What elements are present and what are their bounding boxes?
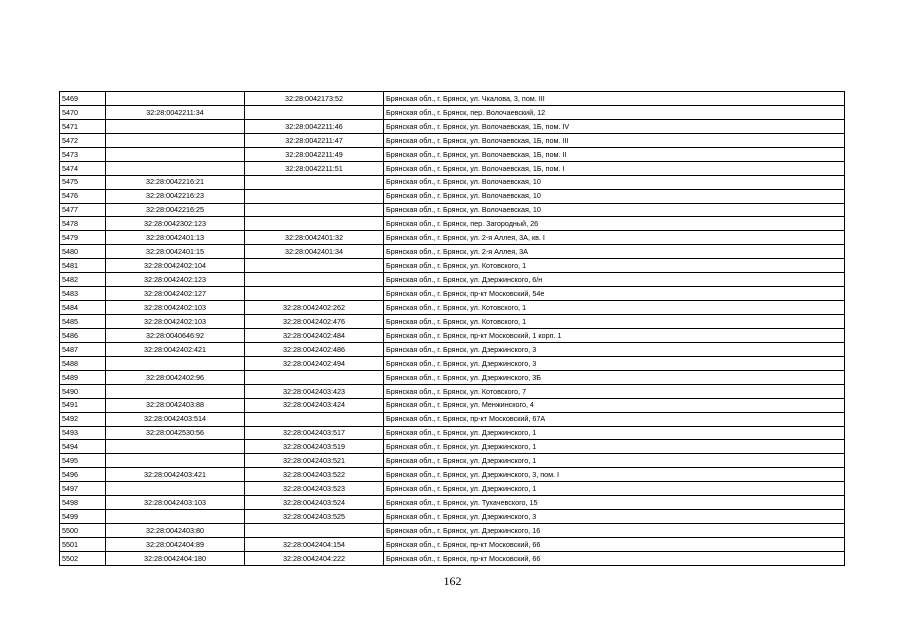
land-cadastral-number-cell	[106, 147, 245, 161]
page-number: 162	[443, 574, 462, 588]
row-number-cell: 5487	[60, 342, 106, 356]
building-cadastral-number-cell	[245, 203, 384, 217]
row-number-cell: 5482	[60, 273, 106, 287]
address-cell: Брянская обл., г. Брянск, ул. Тухачевского, 15	[384, 496, 845, 510]
land-cadastral-number-cell: 32:28:0042403:514	[106, 412, 245, 426]
table-row	[60, 412, 845, 426]
row-number-cell: 5473	[60, 147, 106, 161]
table-row	[60, 468, 845, 482]
land-cadastral-number-cell: 32:28:0042402:103	[106, 315, 245, 329]
land-cadastral-number-cell	[106, 92, 245, 106]
row-number-cell: 5474	[60, 161, 106, 175]
land-cadastral-number-cell: 32:28:0042403:80	[106, 524, 245, 538]
registry-table	[59, 91, 845, 566]
address-cell: Брянская обл., г. Брянск, ул. Дзержинского, 6/н	[384, 273, 845, 287]
building-cadastral-number-cell: 32:28:0042403:519	[245, 440, 384, 454]
row-number-cell: 5477	[60, 203, 106, 217]
table-row	[60, 454, 845, 468]
table-row	[60, 370, 845, 384]
table-row	[60, 217, 845, 231]
building-cadastral-number-cell: 32:28:0042211:46	[245, 119, 384, 133]
address-cell: Брянская обл., г. Брянск, ул. Котовского, 1	[384, 315, 845, 329]
address-cell: Брянская обл., г. Брянск, ул. Волочаевская, 10	[384, 189, 845, 203]
land-cadastral-number-cell	[106, 440, 245, 454]
land-cadastral-number-cell: 32:28:0042403:421	[106, 468, 245, 482]
table-row	[60, 245, 845, 259]
land-cadastral-number-cell: 32:28:0042402:104	[106, 259, 245, 273]
address-cell: Брянская обл., г. Брянск, пр-кт Московский, 66	[384, 551, 845, 565]
land-cadastral-number-cell: 32:28:0042216:21	[106, 175, 245, 189]
table-row	[60, 356, 845, 370]
building-cadastral-number-cell: 32:28:0042404:154	[245, 538, 384, 552]
table-row	[60, 551, 845, 565]
land-cadastral-number-cell	[106, 482, 245, 496]
building-cadastral-number-cell: 32:28:0042404:222	[245, 551, 384, 565]
address-cell: Брянская обл., г. Брянск, ул. Дзержинского, 16	[384, 524, 845, 538]
row-number-cell: 5501	[60, 538, 106, 552]
row-number-cell: 5489	[60, 370, 106, 384]
row-number-cell: 5499	[60, 510, 106, 524]
table-row	[60, 175, 845, 189]
building-cadastral-number-cell	[245, 287, 384, 301]
land-cadastral-number-cell: 32:28:0042211:34	[106, 105, 245, 119]
row-number-cell: 5484	[60, 301, 106, 315]
building-cadastral-number-cell	[245, 259, 384, 273]
building-cadastral-number-cell: 32:28:0042403:423	[245, 384, 384, 398]
address-cell: Брянская обл., г. Брянск, ул. Чкалова, 3, пом. III	[384, 92, 845, 106]
address-cell: Брянская обл., г. Брянск, ул. Дзержинского, 3, пом. I	[384, 468, 845, 482]
land-cadastral-number-cell: 32:28:0042401:15	[106, 245, 245, 259]
table-row	[60, 259, 845, 273]
row-number-cell: 5490	[60, 384, 106, 398]
table-row	[60, 398, 845, 412]
row-number-cell: 5492	[60, 412, 106, 426]
row-number-cell: 5471	[60, 119, 106, 133]
row-number-cell: 5481	[60, 259, 106, 273]
table-row	[60, 538, 845, 552]
row-number-cell: 5496	[60, 468, 106, 482]
table-row	[60, 342, 845, 356]
table-row	[60, 231, 845, 245]
row-number-cell: 5486	[60, 328, 106, 342]
table-row	[60, 384, 845, 398]
building-cadastral-number-cell	[245, 175, 384, 189]
building-cadastral-number-cell: 32:28:0042211:49	[245, 147, 384, 161]
building-cadastral-number-cell	[245, 370, 384, 384]
address-cell: Брянская обл., г. Брянск, пер. Волочаевский, 12	[384, 105, 845, 119]
building-cadastral-number-cell	[245, 273, 384, 287]
building-cadastral-number-cell: 32:28:0042403:424	[245, 398, 384, 412]
building-cadastral-number-cell: 32:28:0042402:484	[245, 328, 384, 342]
building-cadastral-number-cell: 32:28:0042402:476	[245, 315, 384, 329]
row-number-cell: 5472	[60, 133, 106, 147]
address-cell: Брянская обл., г. Брянск, пр-кт Московский, 1 корп. 1	[384, 328, 845, 342]
address-cell: Брянская обл., г. Брянск, ул. Дзержинского, 1	[384, 440, 845, 454]
table-row	[60, 203, 845, 217]
address-cell: Брянская обл., г. Брянск, ул. 2-я Аллея, 3А	[384, 245, 845, 259]
building-cadastral-number-cell	[245, 524, 384, 538]
address-cell: Брянская обл., г. Брянск, ул. Дзержинского, 1	[384, 426, 845, 440]
building-cadastral-number-cell: 32:28:0042401:34	[245, 245, 384, 259]
row-number-cell: 5498	[60, 496, 106, 510]
table-row	[60, 189, 845, 203]
land-cadastral-number-cell	[106, 454, 245, 468]
address-cell: Брянская обл., г. Брянск, пр-кт Московский, 67А	[384, 412, 845, 426]
building-cadastral-number-cell: 32:28:0042402:262	[245, 301, 384, 315]
land-cadastral-number-cell: 32:28:0040646:92	[106, 328, 245, 342]
table-row	[60, 496, 845, 510]
building-cadastral-number-cell: 32:28:0042401:32	[245, 231, 384, 245]
registry-table-body	[60, 92, 845, 566]
table-row	[60, 287, 845, 301]
land-cadastral-number-cell: 32:28:0042404:89	[106, 538, 245, 552]
building-cadastral-number-cell: 32:28:0042402:486	[245, 342, 384, 356]
land-cadastral-number-cell	[106, 356, 245, 370]
table-row	[60, 315, 845, 329]
building-cadastral-number-cell: 32:28:0042402:494	[245, 356, 384, 370]
row-number-cell: 5495	[60, 454, 106, 468]
land-cadastral-number-cell: 32:28:0042402:96	[106, 370, 245, 384]
address-cell: Брянская обл., г. Брянск, ул. Волочаевская, 10	[384, 175, 845, 189]
table-row	[60, 92, 845, 106]
land-cadastral-number-cell: 32:28:0042403:103	[106, 496, 245, 510]
building-cadastral-number-cell: 32:28:0042211:47	[245, 133, 384, 147]
land-cadastral-number-cell: 32:28:0042530:56	[106, 426, 245, 440]
address-cell: Брянская обл., г. Брянск, пер. Загородный, 26	[384, 217, 845, 231]
row-number-cell: 5478	[60, 217, 106, 231]
row-number-cell: 5479	[60, 231, 106, 245]
building-cadastral-number-cell: 32:28:0042403:522	[245, 468, 384, 482]
row-number-cell: 5493	[60, 426, 106, 440]
address-cell: Брянская обл., г. Брянск, ул. Волочаевская, 1Б, пом. II	[384, 147, 845, 161]
building-cadastral-number-cell	[245, 217, 384, 231]
land-cadastral-number-cell: 32:28:0042404:180	[106, 551, 245, 565]
table-row	[60, 426, 845, 440]
address-cell: Брянская обл., г. Брянск, ул. Дзержинского, 3	[384, 356, 845, 370]
land-cadastral-number-cell: 32:28:0042216:25	[106, 203, 245, 217]
address-cell: Брянская обл., г. Брянск, ул. Волочаевская, 1Б, пом. IV	[384, 119, 845, 133]
building-cadastral-number-cell	[245, 105, 384, 119]
table-row	[60, 482, 845, 496]
row-number-cell: 5483	[60, 287, 106, 301]
address-cell: Брянская обл., г. Брянск, ул. Волочаевская, 1Б, пом. III	[384, 133, 845, 147]
table-row	[60, 161, 845, 175]
table-row	[60, 133, 845, 147]
land-cadastral-number-cell: 32:28:0042402:127	[106, 287, 245, 301]
building-cadastral-number-cell	[245, 189, 384, 203]
row-number-cell: 5502	[60, 551, 106, 565]
row-number-cell: 5469	[60, 92, 106, 106]
land-cadastral-number-cell	[106, 133, 245, 147]
row-number-cell: 5491	[60, 398, 106, 412]
address-cell: Брянская обл., г. Брянск, ул. Котовского, 1	[384, 259, 845, 273]
row-number-cell: 5476	[60, 189, 106, 203]
building-cadastral-number-cell	[245, 412, 384, 426]
table-row	[60, 510, 845, 524]
building-cadastral-number-cell: 32:28:0042403:521	[245, 454, 384, 468]
row-number-cell: 5480	[60, 245, 106, 259]
address-cell: Брянская обл., г. Брянск, ул. 2-я Аллея, 3А, кв. I	[384, 231, 845, 245]
land-cadastral-number-cell: 32:28:0042403:88	[106, 398, 245, 412]
land-cadastral-number-cell	[106, 161, 245, 175]
address-cell: Брянская обл., г. Брянск, ул. Дзержинского, 3	[384, 510, 845, 524]
address-cell: Брянская обл., г. Брянск, ул. Менжинского, 4	[384, 398, 845, 412]
building-cadastral-number-cell: 32:28:0042173:52	[245, 92, 384, 106]
address-cell: Брянская обл., г. Брянск, ул. Волочаевская, 10	[384, 203, 845, 217]
building-cadastral-number-cell: 32:28:0042211:51	[245, 161, 384, 175]
table-row	[60, 440, 845, 454]
address-cell: Брянская обл., г. Брянск, ул. Котовского, 1	[384, 301, 845, 315]
address-cell: Брянская обл., г. Брянск, ул. Дзержинского, 1	[384, 454, 845, 468]
address-cell: Брянская обл., г. Брянск, ул. Дзержинского, 1	[384, 482, 845, 496]
land-cadastral-number-cell: 32:28:0042302:123	[106, 217, 245, 231]
row-number-cell: 5488	[60, 356, 106, 370]
table-row	[60, 524, 845, 538]
row-number-cell: 5497	[60, 482, 106, 496]
row-number-cell: 5485	[60, 315, 106, 329]
land-cadastral-number-cell	[106, 119, 245, 133]
row-number-cell: 5470	[60, 105, 106, 119]
table-row	[60, 105, 845, 119]
building-cadastral-number-cell: 32:28:0042403:525	[245, 510, 384, 524]
address-cell: Брянская обл., г. Брянск, пр-кт Московский, 54е	[384, 287, 845, 301]
table-row	[60, 328, 845, 342]
land-cadastral-number-cell: 32:28:0042402:123	[106, 273, 245, 287]
building-cadastral-number-cell: 32:28:0042403:523	[245, 482, 384, 496]
row-number-cell: 5475	[60, 175, 106, 189]
land-cadastral-number-cell: 32:28:0042216:23	[106, 189, 245, 203]
table-row	[60, 147, 845, 161]
row-number-cell: 5500	[60, 524, 106, 538]
table-row	[60, 273, 845, 287]
land-cadastral-number-cell	[106, 510, 245, 524]
table-row	[60, 119, 845, 133]
land-cadastral-number-cell: 32:28:0042401:13	[106, 231, 245, 245]
building-cadastral-number-cell: 32:28:0042403:524	[245, 496, 384, 510]
address-cell: Брянская обл., г. Брянск, ул. Котовского, 7	[384, 384, 845, 398]
land-cadastral-number-cell: 32:28:0042402:421	[106, 342, 245, 356]
address-cell: Брянская обл., г. Брянск, ул. Дзержинского, 3	[384, 342, 845, 356]
address-cell: Брянская обл., г. Брянск, ул. Дзержинского, 3Б	[384, 370, 845, 384]
land-cadastral-number-cell	[106, 384, 245, 398]
land-cadastral-number-cell: 32:28:0042402:103	[106, 301, 245, 315]
row-number-cell: 5494	[60, 440, 106, 454]
building-cadastral-number-cell: 32:28:0042403:517	[245, 426, 384, 440]
table-row	[60, 301, 845, 315]
address-cell: Брянская обл., г. Брянск, пр-кт Московский, 66	[384, 538, 845, 552]
address-cell: Брянская обл., г. Брянск, ул. Волочаевская, 1Б, пом. I	[384, 161, 845, 175]
